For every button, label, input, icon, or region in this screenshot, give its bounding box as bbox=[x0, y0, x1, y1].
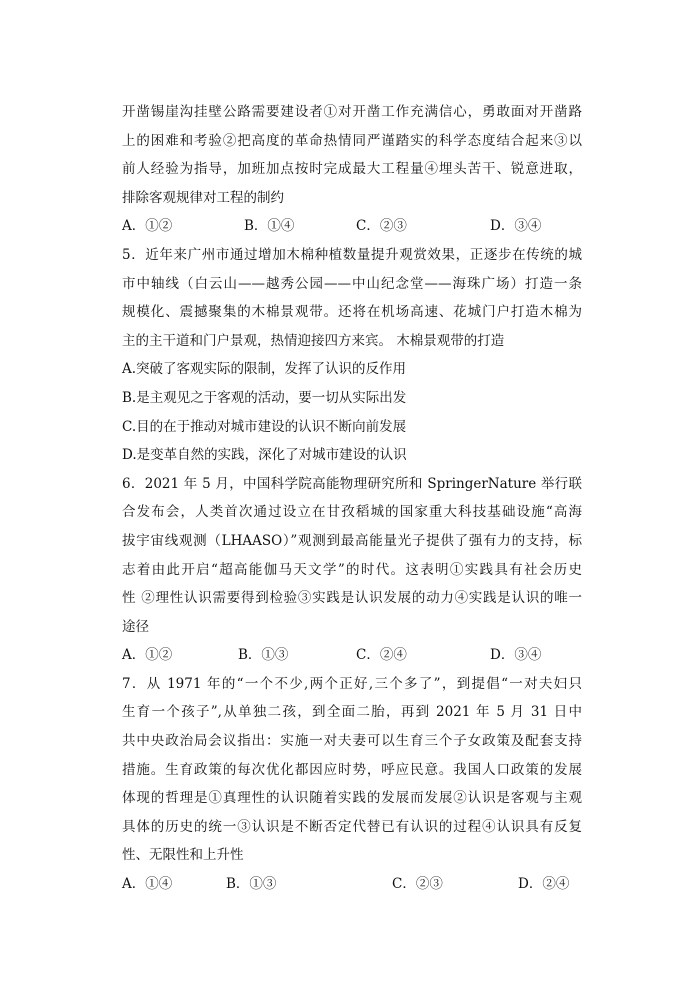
question-4-option-b[interactable]: B．①④ bbox=[244, 218, 295, 235]
question-6-line-1: 6．2021 年 5 月，中国科学院高能物理研究所和 SpringerNature 举行联 bbox=[122, 475, 582, 492]
question-6-line-3: 拔宇宙线观测（LHAASO）”观测到最高能量光子提供了强有力的支持，标 bbox=[122, 532, 582, 549]
question-7-line-2: 生育一个孩子”,从单独二孩，到全面二胎，再到 2021 年 5 月 31 日中 bbox=[122, 704, 582, 721]
question-5-line-4: 主的主干道和门户景观，热情迎接四方来宾。 木棉景观带的打造 bbox=[122, 332, 505, 349]
question-7-options bbox=[122, 870, 582, 899]
question-5-line-1: 5．近年来广州市通过增加木棉种植数量提升观赏效果，正逐步在传统的城 bbox=[122, 246, 582, 263]
question-6-option-a[interactable]: A．①② bbox=[122, 647, 173, 664]
question-7-option-a[interactable]: A．①④ bbox=[122, 876, 173, 893]
question-7 bbox=[122, 670, 582, 899]
question-7-line-3: 共中央政治局会议指出：实施一对夫妻可以生育三个子女政策及配套支持 bbox=[122, 733, 582, 750]
question-7-line-5: 体现的哲理是①真理性的认识随着实践的发展而发展②认识是客观与主观 bbox=[122, 790, 582, 807]
question-4 bbox=[122, 98, 582, 241]
question-5-option-b[interactable]: B.是主观见之于客观的活动，要一切从实际出发 bbox=[122, 389, 407, 406]
question-7-line-7: 性、无限性和上升性 bbox=[122, 847, 244, 864]
question-6-options bbox=[122, 641, 582, 670]
question-5-option-d[interactable]: D.是变革自然的实践，深化了对城市建设的认识 bbox=[122, 447, 407, 464]
question-7-option-b[interactable]: B．①③ bbox=[226, 876, 277, 893]
question-4-line-1: 开凿锡崖沟挂壁公路需要建设者①对开凿工作充满信心，勇敢面对开凿路 bbox=[122, 104, 582, 120]
question-4-line-4: 排除客观规律对工程的制约 bbox=[122, 189, 284, 206]
question-4-option-c[interactable]: C．②③ bbox=[356, 218, 407, 235]
question-5-line-3: 规模化、震撼聚集的木棉景观带。还将在机场高速、花城门户打造木棉为 bbox=[122, 304, 582, 321]
question-6-option-c[interactable]: C．②④ bbox=[356, 647, 407, 664]
question-4-option-a[interactable]: A．①② bbox=[122, 218, 173, 235]
question-6-option-d[interactable]: D．③④ bbox=[490, 647, 542, 664]
question-6-option-b[interactable]: B．①③ bbox=[238, 647, 289, 664]
question-6-line-2: 合发布会，人类首次通过设立在甘孜稻城的国家重大科技基础设施“高海 bbox=[122, 504, 582, 521]
question-5-line-2: 市中轴线（白云山——越秀公园——中山纪念堂——海珠广场）打造一条 bbox=[122, 275, 582, 292]
question-5-option-a[interactable]: A.突破了客观实际的限制，发挥了认识的反作用 bbox=[122, 361, 407, 378]
question-7-line-4: 措施。生育政策的每次优化都因应时势，呼应民意。我国人口政策的发展 bbox=[122, 761, 582, 778]
exam-page bbox=[122, 98, 582, 899]
question-4-line-3: 前人经验为指导，加班加点按时完成最大工程量④埋头苦干、锐意进取， bbox=[122, 161, 582, 178]
question-5-option-c[interactable]: C.目的在于推动对城市建设的认识不断向前发展 bbox=[122, 418, 407, 435]
question-7-option-c[interactable]: C．②③ bbox=[392, 876, 443, 893]
question-6-line-4: 志着由此开启“超高能伽马天文学”的时代。这表明①实践具有社会历史 bbox=[122, 561, 582, 578]
question-6-line-6: 途径 bbox=[122, 618, 149, 635]
question-7-option-d[interactable]: D．②④ bbox=[518, 876, 570, 893]
question-6-line-5: 性 ②理性认识需要得到检验③实践是认识发展的动力④实践是认识的唯一 bbox=[122, 590, 582, 607]
question-7-line-1: 7．从 1971 年的“一个不少,两个正好,三个多了”，到提倡“一对夫妇只 bbox=[122, 675, 582, 692]
question-7-line-6: 具体的历史的统一③认识是不断否定代替已有认识的过程④认识具有反复 bbox=[122, 818, 582, 835]
question-6 bbox=[122, 470, 582, 670]
question-5 bbox=[122, 241, 582, 470]
question-4-options bbox=[122, 212, 582, 241]
question-4-option-d[interactable]: D．③④ bbox=[490, 218, 542, 235]
question-4-line-2: 上的困难和考验②把高度的革命热情同严谨踏实的科学态度结合起来③以 bbox=[122, 132, 582, 149]
